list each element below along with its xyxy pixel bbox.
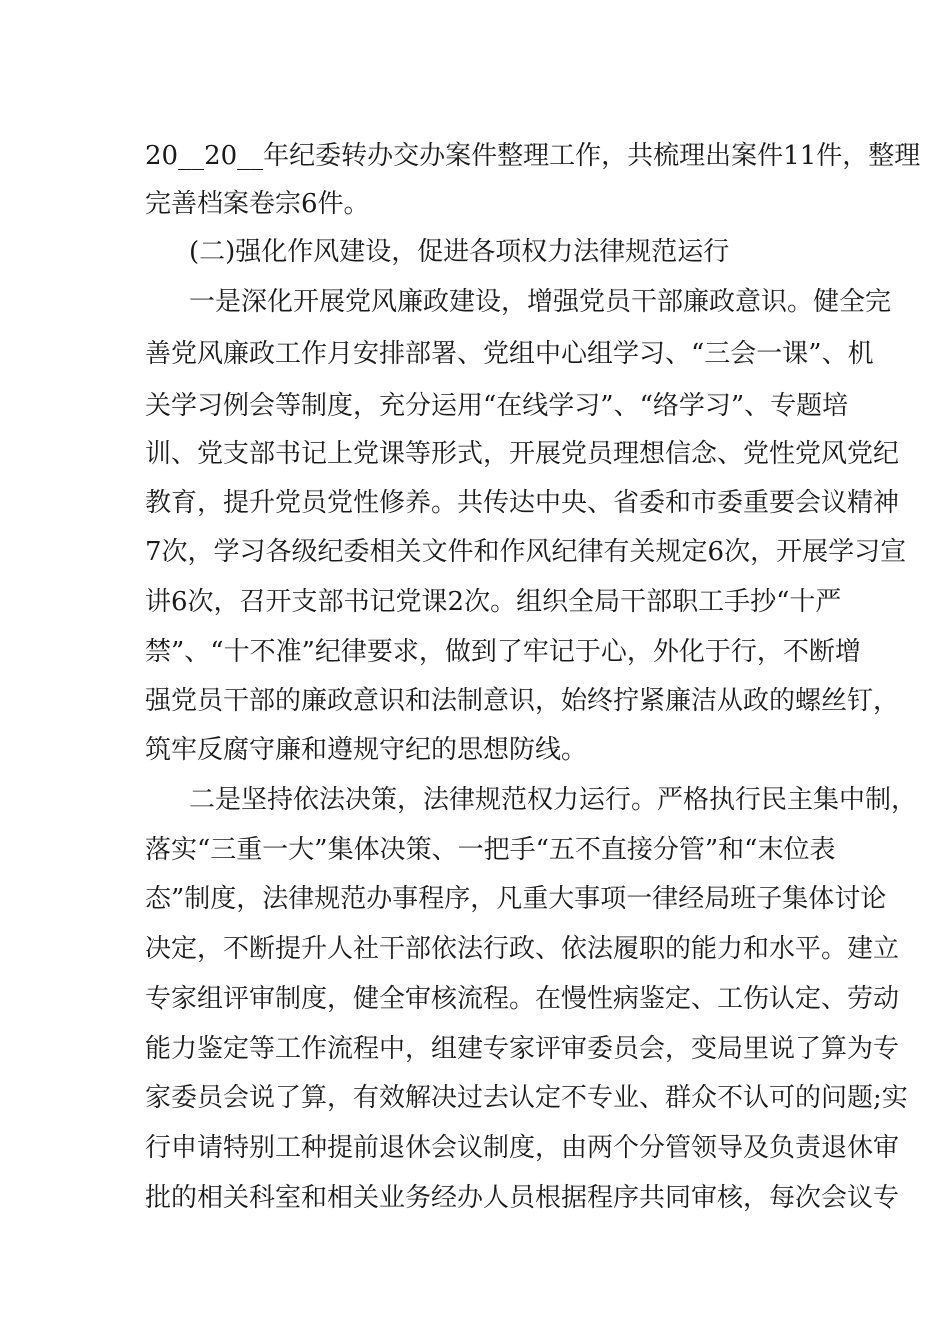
line-text: 一是深化开展党风廉政建设，增强党员干部廉政意识。健全完 — [189, 287, 892, 317]
line-text: 关学习例会等制度，充分运用“在线学习”、“络学习”、专题培 — [145, 391, 849, 421]
line-text: 善党风廉政工作月安排部署、党组中心组学习、“三会一课”、机 — [145, 339, 874, 369]
line-text: 家委员会说了算，有效解决过去认定不专业、群众不认可的问题;实 — [145, 1083, 908, 1113]
line-text: 行申请特别工种提前退休会议制度，由两个分管领导及负责退休审 — [145, 1133, 900, 1163]
line-text: 20__20__年纪委转办交办案件整理工作，共梳理出案件11件，整理 — [145, 141, 921, 171]
line-text: 禁”、“十不准”纪律要求，做到了牢记于心，外化于行，不断增 — [145, 637, 861, 667]
line-text: 筑牢反腐守廉和遵规守纪的思想防线。 — [145, 735, 588, 765]
line-text: 强党员干部的廉政意识和法制意识，始终拧紧廉洁从政的螺丝钉， — [145, 686, 900, 716]
line-text: 讲6次，召开支部书记党课2次。组织全局干部职工手抄“十严 — [145, 587, 842, 617]
line-text: 能力鉴定等工作流程中，组建专家评审委员会，变局里说了算为专 — [145, 1034, 900, 1064]
line-text: 二是坚持依法决策，法律规范权力运行。严格执行民主集中制， — [189, 785, 918, 815]
line-text: 教育，提升党员党性修养。共传达中央、省委和市委重要会议精神 — [145, 488, 900, 518]
line-text: 完善档案卷宗6件。 — [145, 189, 370, 219]
line-text: 决定，不断提升人社干部依法行政、依法履职的能力和水平。建立 — [145, 934, 900, 964]
section-heading-text: (二)强化作风建设，促进各项权力法律规范运行 — [189, 237, 730, 267]
line-text: 落实“三重一大”集体决策、一把手“五不直接分管”和“末位表 — [145, 835, 836, 865]
line-text: 训、党支部书记上党课等形式，开展党员理想信念、党性党风党纪 — [145, 439, 900, 469]
line-text: 态”制度，法律规范办事程序，凡重大事项一律经局班子集体讨论 — [145, 884, 887, 914]
line-text: 7次，学习各级纪委相关文件和作风纪律有关规定6次，开展学习宣 — [145, 537, 907, 567]
line-text: 专家组评审制度，健全审核流程。在慢性病鉴定、工伤认定、劳动 — [145, 984, 900, 1014]
line-text: 批的相关科室和相关业务经办人员根据程序共同审核，每次会议专 — [145, 1183, 900, 1213]
